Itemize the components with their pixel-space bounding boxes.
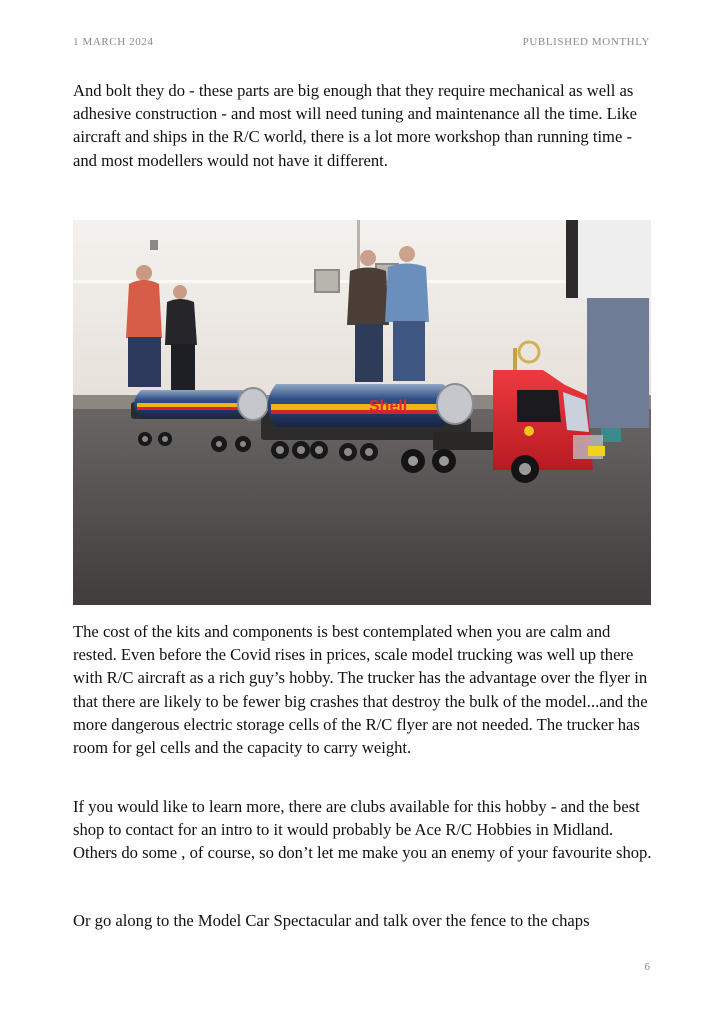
tanker-logo-text: Shell xyxy=(369,398,408,415)
issue-date: 1 MARCH 2024 xyxy=(73,36,154,48)
body-paragraph: And bolt they do - these parts are big enough that they require mechanical as well as adhesive construction - and most will need tuning and maintenance all the time. Like aircraft and ships in the R/C world, there is a lot more workshop than running time - and most modellers would not have it different. xyxy=(73,81,638,170)
publication-frequency: PUBLISHED MONTHLY xyxy=(522,36,650,48)
page-header xyxy=(73,36,650,48)
body-paragraph: The cost of the kits and components is best contemplated when you are calm and rested. Even before the Covid rises in prices, scale model trucking was well up there with R/C aircraft as a rich guy’s hobby. The trucker has the advantage over the flyer in that there are likely to be fewer big crashes that destroy the bulk of the model...and the more dangerous electric storage cells of the R/C flyer are not needed. The trucker has room for gel cells and the capacity to carry weight. xyxy=(73,622,648,758)
article-photo-model-tanker-truck xyxy=(73,220,651,605)
page-number: 6 xyxy=(644,961,650,973)
body-paragraph: If you would like to learn more, there are clubs available for this hobby - and the best shop to contact for an intro to it would probably be Ace R/C Hobbies in Midland. Others do some , of course, so don’t let me make you an enemy of your favourite shop. xyxy=(73,797,652,863)
body-paragraph: Or go along to the Model Car Spectacular and talk over the fence to the chaps xyxy=(73,911,590,930)
